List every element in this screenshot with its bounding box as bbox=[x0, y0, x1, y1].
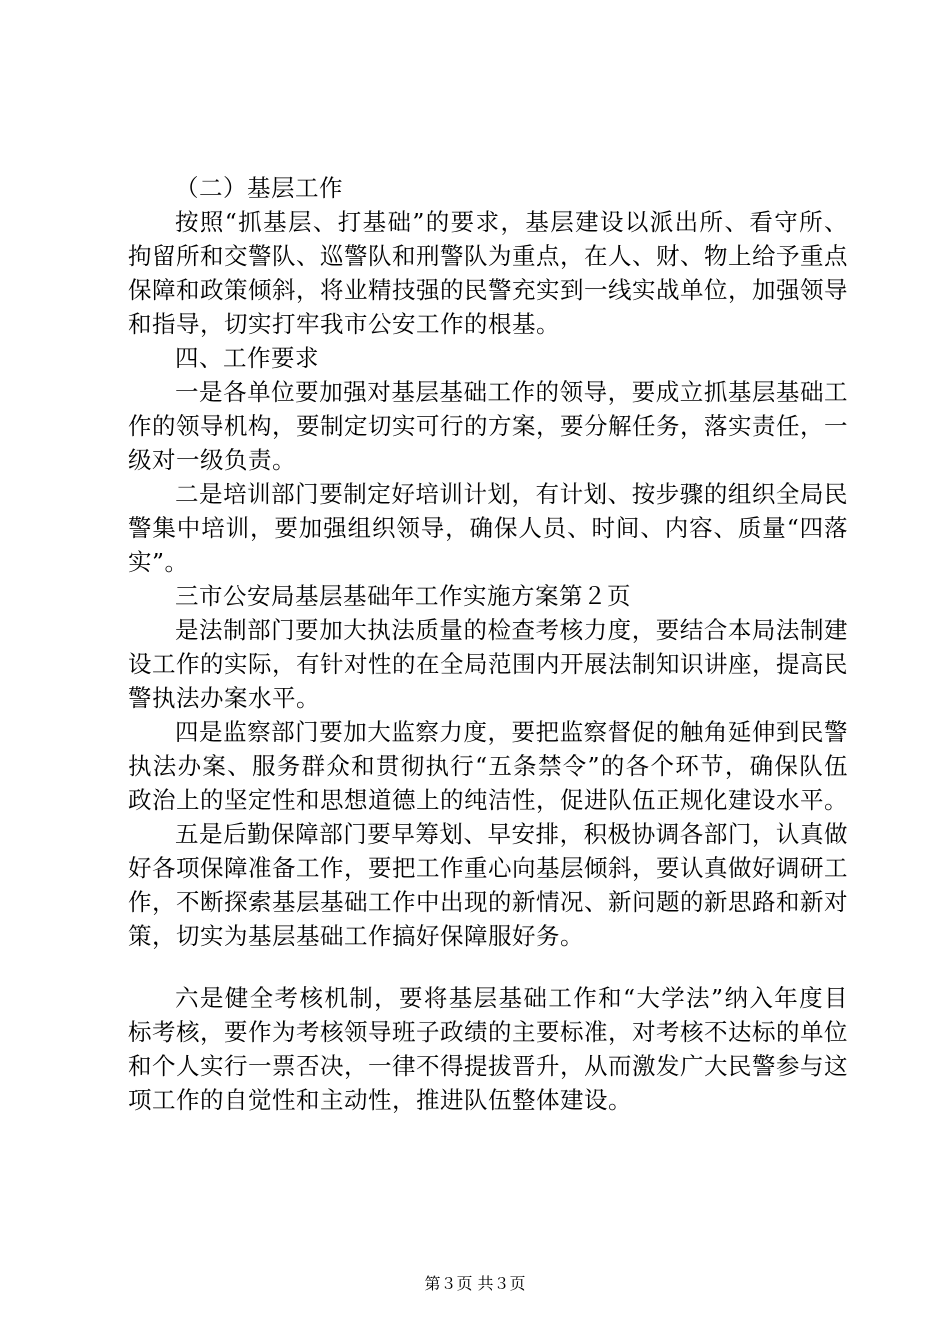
paragraph: 二是培训部门要制定好培训计划，有计划、按步骤的组织全局民警集中培训，要加强组织领导，确保人员、时间、内容、质量“四落实”。 bbox=[128, 480, 848, 576]
document-body bbox=[128, 171, 848, 1117]
paragraph: 六是健全考核机制，要将基层基础工作和“大学法”纳入年度目标考核，要作为考核领导班子政绩的主要标准，对考核不达标的单位和个人实行一票否决，一律不得提拔晋升，从而激发广大民警参与这项工作的自觉性和主动性，推进队伍整体建设。 bbox=[128, 984, 848, 1114]
paragraph: 按照“抓基层、打基础”的要求，基层建设以派出所、看守所、拘留所和交警队、巡警队和刑警队为重点，在人、财、物上给予重点保障和政策倾斜，将业精技强的民警充实到一线实战单位，加强领导和指导，切实打牢我市公安工作的根基。 bbox=[128, 208, 848, 338]
paragraph-spacer bbox=[128, 953, 848, 981]
section-heading-work-requirements: 四、工作要求 bbox=[175, 344, 319, 372]
paragraph: 四是监察部门要加大监察力度，要把监察督促的触角延伸到民警执法办案、服务群众和贯彻执行“五条禁令”的各个环节，确保队伍政治上的坚定性和思想道德上的纯洁性，促进队伍正规化建设水平。 bbox=[128, 718, 848, 814]
section-heading-grassroots-work: （二）基层工作 bbox=[175, 174, 343, 202]
paragraph: 五是后勤保障部门要早筹划、早安排，积极协调各部门，认真做好各项保障准备工作，要把工作重心向基层倾斜，要认真做好调研工作，不断探索基层基础工作中出现的新情况、新问题的新思路和新对策，切实为基层基础工作搞好保障服好务。 bbox=[128, 820, 848, 950]
page-footer: 第３页 共３页 bbox=[424, 1274, 526, 1293]
page-break-note: 三市公安局基层基础年工作实施方案第２页 bbox=[175, 582, 631, 610]
paragraph: 是法制部门要加大执法质量的检查考核力度，要结合本局法制建设工作的实际，有针对性的在全局范围内开展法制知识讲座，提高民警执法办案水平。 bbox=[128, 616, 848, 712]
paragraph: 一是各单位要加强对基层基础工作的领导，要成立抓基层基础工作的领导机构，要制定切实可行的方案，要分解任务，落实责任，一级对一级负责。 bbox=[128, 378, 848, 474]
